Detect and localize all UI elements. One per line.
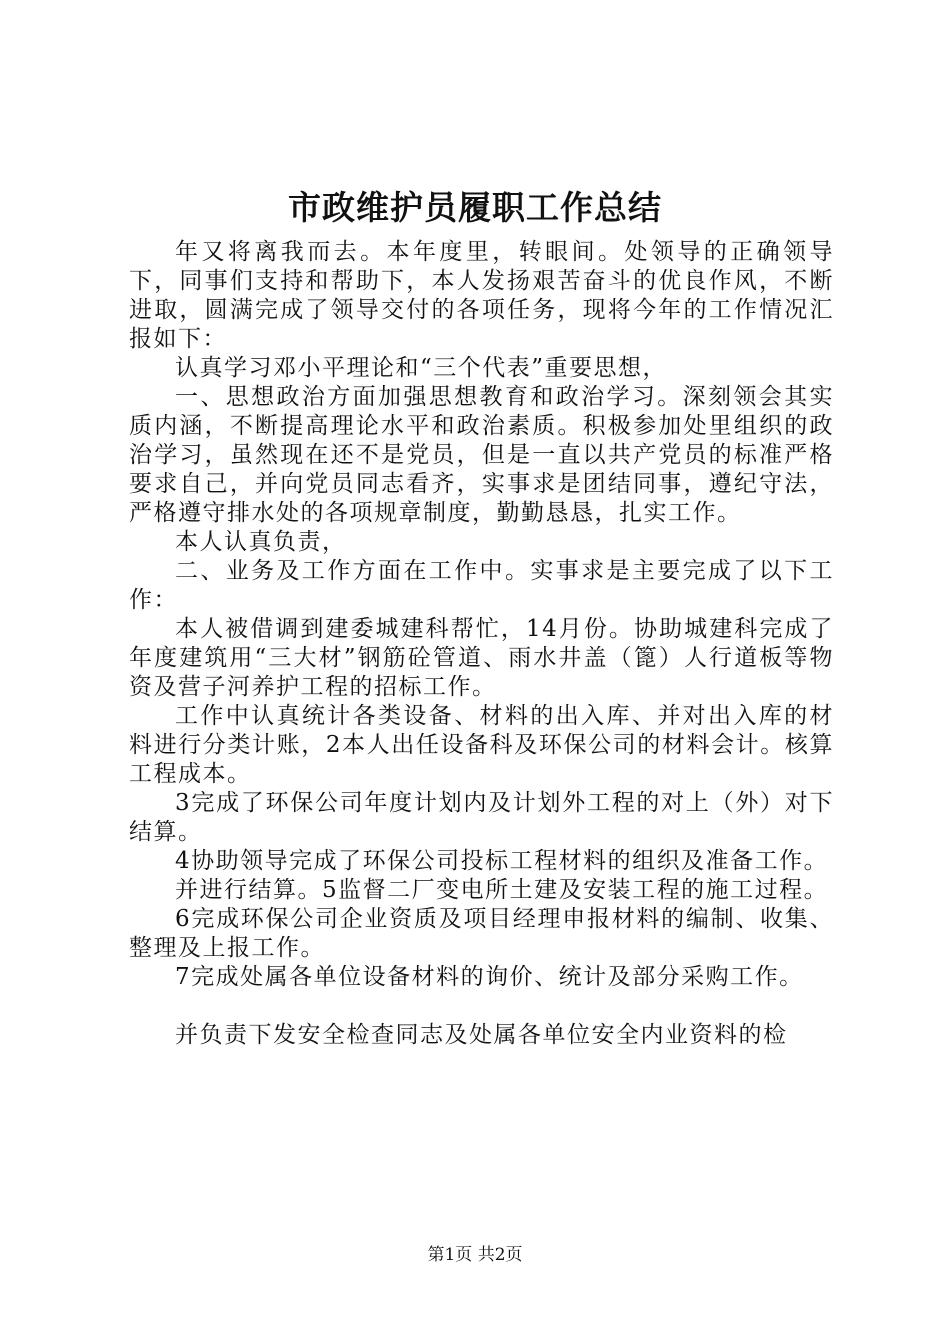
- page-number: 第1页 共2页: [427, 1245, 523, 1265]
- paragraph-responsible: 本人认真负责，: [175, 529, 347, 555]
- paragraph-item-5: 并进行结算。5监督二厂变电所土建及安装工程的施工过程。: [175, 877, 829, 903]
- paragraph-item-7: 7完成处属各单位设备材料的询价、统计及部分采购工作。: [175, 964, 804, 990]
- paragraph-study: 认真学习邓小平理论和“三个代表”重要思想，: [175, 355, 668, 381]
- paragraph-item-3: 3完成了环保公司年度计划内及计划外工程的对上（外）对下结算。: [129, 790, 834, 845]
- paragraph-item-6: 6完成环保公司企业资质及项目经理申报材料的编制、收集、整理及上报工作。: [129, 906, 834, 961]
- paragraph-section-one: 一、思想政治方面加强思想教育和政治学习。深刻领会其实质内涵，不断提高理论水平和政治素质。积极参加处里组织的政治学习，虽然现在还不是党员，但是一直以共产党员的标准严格要求自己，并向党员同志看齐，实事求是团结同事，遵纪守法，严格遵守排水处的各项规章制度，勤勤恳恳，扎实工作。: [129, 384, 834, 526]
- paragraph-item-2: 工作中认真统计各类设备、材料的出入库、并对出入库的材料进行分类计账，2本人出任设备科及环保公司的材料会计。核算工程成本。: [129, 703, 834, 787]
- paragraph-safety: 并负责下发安全检查同志及处属各单位安全内业资料的检: [175, 1022, 788, 1048]
- paragraph-section-two: 二、业务及工作方面在工作中。实事求是主要完成了以下工作：: [129, 558, 834, 613]
- paragraph-intro: 年又将离我而去。本年度里，转眼间。处领导的正确领导下，同事们支持和帮助下，本人发扬艰苦奋斗的优良作风，不断进取，圆满完成了领导交付的各项任务，现将今年的工作情况汇报如下：: [129, 239, 834, 352]
- document-body: [129, 238, 834, 1050]
- paragraph-item-4: 4协助领导完成了环保公司投标工程材料的组织及准备工作。: [175, 848, 829, 874]
- paragraph-item-1: 本人被借调到建委城建科帮忙，14月份。协助城建科完成了年度建筑用“三大材”钢筋砼管道、雨水井盖（篦）人行道板等物资及营子河养护工程的招标工作。: [129, 616, 834, 700]
- document-title: 市政维护员履职工作总结: [288, 188, 662, 227]
